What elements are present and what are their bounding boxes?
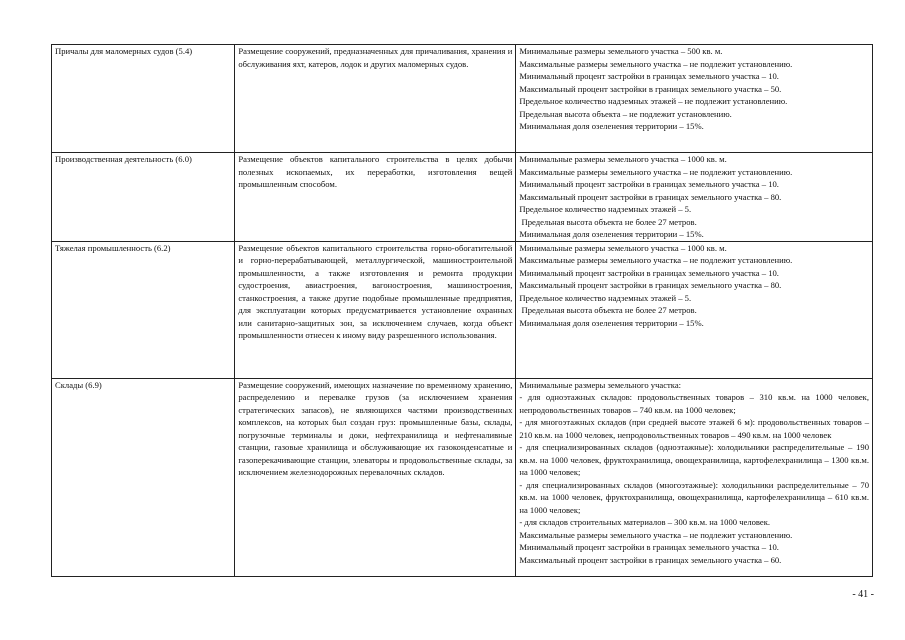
- param-line: Минимальные размеры земельного участка – 1000 кв. м.: [519, 154, 727, 164]
- use-params-cell: [516, 153, 873, 242]
- use-params-cell: [516, 378, 873, 576]
- param-line: Минимальный процент застройки в границах земельного участка – 10.: [519, 179, 779, 189]
- param-line: - для складов строительных материалов – 300 кв.м. на 1000 человек.: [519, 517, 771, 527]
- param-line: Предельное количество надземных этажей – 5.: [519, 204, 692, 214]
- param-line: - для многоэтажных складов (при средней высоте этажей 6 м): продовольственных товаров – 210 кв.м. на 1000 человек, непродовольственных товаров – 490 кв.м. на 1000 человек: [519, 417, 869, 440]
- param-line: Минимальная доля озеленения территории – 15%.: [519, 229, 704, 239]
- param-line: Предельное количество надземных этажей – 5.: [519, 292, 692, 303]
- table-row: [52, 378, 873, 576]
- param-line: Максимальный процент застройки в границах земельного участка – 80.: [519, 280, 782, 290]
- use-description-cell: Размещение сооружений, предназначенных для причаливания, хранения и обслуживания яхт, катеров, лодок и других маломерных судов.: [235, 45, 516, 153]
- use-description-cell: Размещение объектов капитального строительства горно-обогатительной и горно-перерабатывающей, металлургической, машиностроительной промышленности, а также изготовления и ремонта продукции судостроения, авиастроения, вагоностроения, машиностроения, станкостроения, а также другие подобные промышленные предприятия, для эксплуатации которых предусматривается установление охранных или санитарно-защитных зон, за исключением случаев, когда объект промышленности отнесен к иному виду разрешенного использования.: [235, 241, 516, 378]
- use-type-cell: Склады (6.9): [52, 378, 235, 576]
- table-row: [52, 241, 873, 378]
- param-line: Максимальный процент застройки в границах земельного участка – 50.: [519, 83, 782, 94]
- param-line: Максимальные размеры земельного участка – не подлежит установлению.: [519, 255, 793, 265]
- use-params-cell: [516, 241, 873, 378]
- page-number: - 41 -: [852, 589, 874, 600]
- param-line: Предельная высота объекта – не подлежит установлению.: [519, 108, 732, 119]
- param-line: - для специализированных складов (одноэтажные): холодильники распределительные – 190 кв.м. на 1000 человек, фруктохранилища, овощехранилища, картофелехранилища – 1300 кв.м. на 1000 человек;: [519, 442, 869, 477]
- param-line: Минимальные размеры земельного участка:: [519, 379, 682, 390]
- use-type-cell: Производственная деятельность (6.0): [52, 153, 235, 242]
- param-line: Минимальные размеры земельного участка – 500 кв. м.: [519, 46, 723, 56]
- param-line: Максимальные размеры земельного участка – не подлежит установлению.: [519, 529, 793, 540]
- param-line: Минимальная доля озеленения территории – 15%.: [519, 121, 704, 131]
- param-line: Минимальный процент застройки в границах земельного участка – 10.: [519, 267, 779, 278]
- param-line: - для специализированных складов (многоэтажные): холодильники распределительные – 70 кв.м. на 1000 человек, фруктохранилища, овощехранилища, картофелехранилища – 610 кв.м. на 1000 человек;: [519, 479, 869, 515]
- regulations-table: [51, 44, 873, 577]
- param-line: Максимальный процент застройки в границах земельного участка – 80.: [519, 191, 782, 202]
- param-line: Минимальный процент застройки в границах земельного участка – 10.: [519, 542, 779, 552]
- param-line: Предельная высота объекта не более 27 метров.: [519, 216, 697, 227]
- param-line: - для одноэтажных складов: продовольственных товаров – 310 кв.м. на 1000 человек, непродовольственных товаров – 740 кв.м. на 1000 человек;: [519, 392, 869, 415]
- use-type-cell: Причалы для маломерных судов (5.4): [52, 45, 235, 153]
- use-type-cell: Тяжелая промышленность (6.2): [52, 241, 235, 378]
- param-line: Минимальные размеры земельного участка – 1000 кв. м.: [519, 242, 727, 253]
- param-line: Максимальный процент застройки в границах земельного участка – 60.: [519, 554, 782, 565]
- use-description-cell: Размещение сооружений, имеющих назначение по временному хранению, распределению и перевалке грузов (за исключением хранения стратегических запасов), не являющихся частями производственных комплексов, на которых был создан груз: промышленные базы, склады, погрузочные терминалы и доки, нефтехранилища и нефтеналивные станции, газовые хранилища и обслуживающие их газоконденсатные и газоперекачивающие станции, элеваторы и продовольственные склады, за исключением железнодорожных перевалочных складов.: [235, 378, 516, 576]
- param-line: Предельное количество надземных этажей – не подлежит установлению.: [519, 96, 788, 106]
- use-params-cell: [516, 45, 873, 153]
- param-line: Минимальный процент застройки в границах земельного участка – 10.: [519, 71, 779, 81]
- param-line: Предельная высота объекта не более 27 метров.: [519, 305, 697, 315]
- param-line: Максимальные размеры земельного участка – не подлежит установлению.: [519, 58, 793, 69]
- table-row: [52, 45, 873, 153]
- param-line: Максимальные размеры земельного участка – не подлежит установлению.: [519, 166, 793, 177]
- table-row: [52, 153, 873, 242]
- param-line: Минимальная доля озеленения территории – 15%.: [519, 317, 704, 328]
- use-description-cell: Размещение объектов капитального строительства в целях добычи полезных ископаемых, их переработки, изготовления вещей промышленным способом.: [235, 153, 516, 242]
